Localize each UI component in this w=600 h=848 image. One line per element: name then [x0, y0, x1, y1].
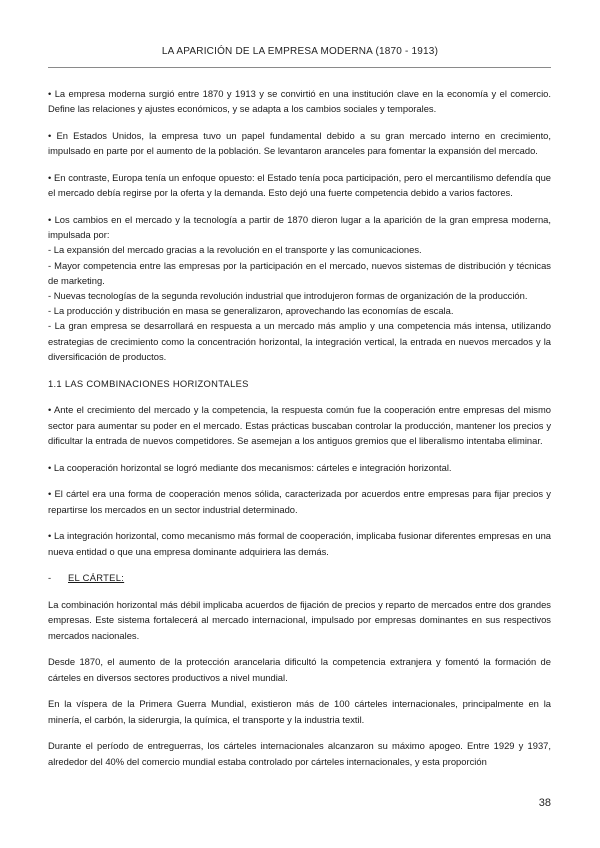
- subsection-dash: -: [48, 572, 52, 584]
- section-heading: 1.1 LAS COMBINACIONES HORIZONTALES: [48, 377, 249, 389]
- intro-paragraph: • La empresa moderna surgió entre 1870 y 1913 y se convirtió en una institución clave en la economía y el comercio. Define las relaciones y ajustes económicos, y se adapta a los cambios sociales y temporales.: [48, 88, 551, 115]
- section-bullet: • El cártel era una forma de cooperación menos sólida, caracterizada por acuerdos entre empresas para fijar precios y repartirse los mercados en un sector industrial determinado.: [48, 488, 551, 515]
- intro-paragraph: • En contraste, Europa tenía un enfoque opuesto: el Estado tenía poca participación, pero el mercantilismo defendía que el mercado debía regirse por la oferta y la demanda. Esto dejó una fuerte competencia debido a varios factores.: [48, 172, 551, 199]
- changes-item: - Mayor competencia entre las empresas por la participación en el mercado, nuevos sistemas de distribución y técnicas de marketing.: [48, 259, 551, 286]
- subsection-heading-text: EL CÁRTEL:: [68, 572, 125, 584]
- changes-lead: • Los cambios en el mercado y la tecnología a partir de 1870 dieron lugar a la aparición de la gran empresa moderna, impulsada por:: [48, 214, 551, 241]
- body-paragraph: En la víspera de la Primera Guerra Mundial, existieron más de 100 cárteles internacionales, principalmente en la minería, el carbón, la siderurgia, la química, el transporte y la industria textil.: [48, 698, 551, 725]
- changes-item: - La gran empresa se desarrollará en respuesta a un mercado más amplio y una competencia más intensa, utilizando estrategias de crecimiento como la concentración horizontal, la integración vertical, la entrada en nuevos mercados y la diversificación de productos.: [48, 320, 551, 362]
- section-bullet: • Ante el crecimiento del mercado y la competencia, la respuesta común fue la cooperación entre empresas del mismo sector para aumentar su poder en el mercado. Estas prácticas buscaban controlar la producción, mantener los precios y dificultar la entrada de nuevos competidores. Se asemejan a los antiguos gremios que el liberalismo intentaba eliminar.: [48, 404, 551, 446]
- section-bullet: • La integración horizontal, como mecanismo más formal de cooperación, implicaba fusionar diferentes empresas en una nueva entidad o que una empresa dominante adquiriera las demás.: [48, 530, 551, 557]
- body-paragraph: Desde 1870, el aumento de la protección arancelaria dificultó la competencia extranjera y fomentó la formación de cárteles en diversos sectores productivos a nivel mundial.: [48, 656, 551, 683]
- page-header-title: LA APARICIÓN DE LA EMPRESA MODERNA (1870 - 1913): [161, 46, 439, 57]
- changes-item: - La expansión del mercado gracias a la revolución en el transporte y las comunicaciones.: [48, 244, 422, 256]
- header-divider: [48, 67, 551, 68]
- page-number: 38: [538, 797, 551, 809]
- changes-item: - Nuevas tecnologías de la segunda revolución industrial que introdujeron formas de organización de la producción.: [48, 290, 528, 302]
- body-paragraph: La combinación horizontal más débil implicaba acuerdos de fijación de precios y reparto de mercados entre dos grandes empresas. Este sistema fortalecerá al mercado internacional, impulsado por empresas dominantes en sus respectivos mercados nacionales.: [48, 599, 551, 641]
- page-body: [48, 86, 551, 769]
- section-bullet: • La cooperación horizontal se logró mediante dos mecanismos: cárteles e integración horizontal.: [48, 461, 452, 473]
- intro-paragraph: • En Estados Unidos, la empresa tuvo un papel fundamental debido a su gran mercado interno en crecimiento, impulsado en parte por el aumento de la población. Se levantaron aranceles para fomentar la expansión del mercado.: [48, 130, 551, 157]
- subsection-heading: [48, 570, 551, 585]
- body-paragraph: Durante el período de entreguerras, los cárteles internacionales alcanzaron su máximo apogeo. Entre 1929 y 1937, alrededor del 40% del comercio mundial estaba controlado por cárteles internacionales, y esta proporción: [48, 740, 551, 767]
- changes-item: - La producción y distribución en masa se generalizaron, aprovechando las economías de escala.: [48, 305, 454, 317]
